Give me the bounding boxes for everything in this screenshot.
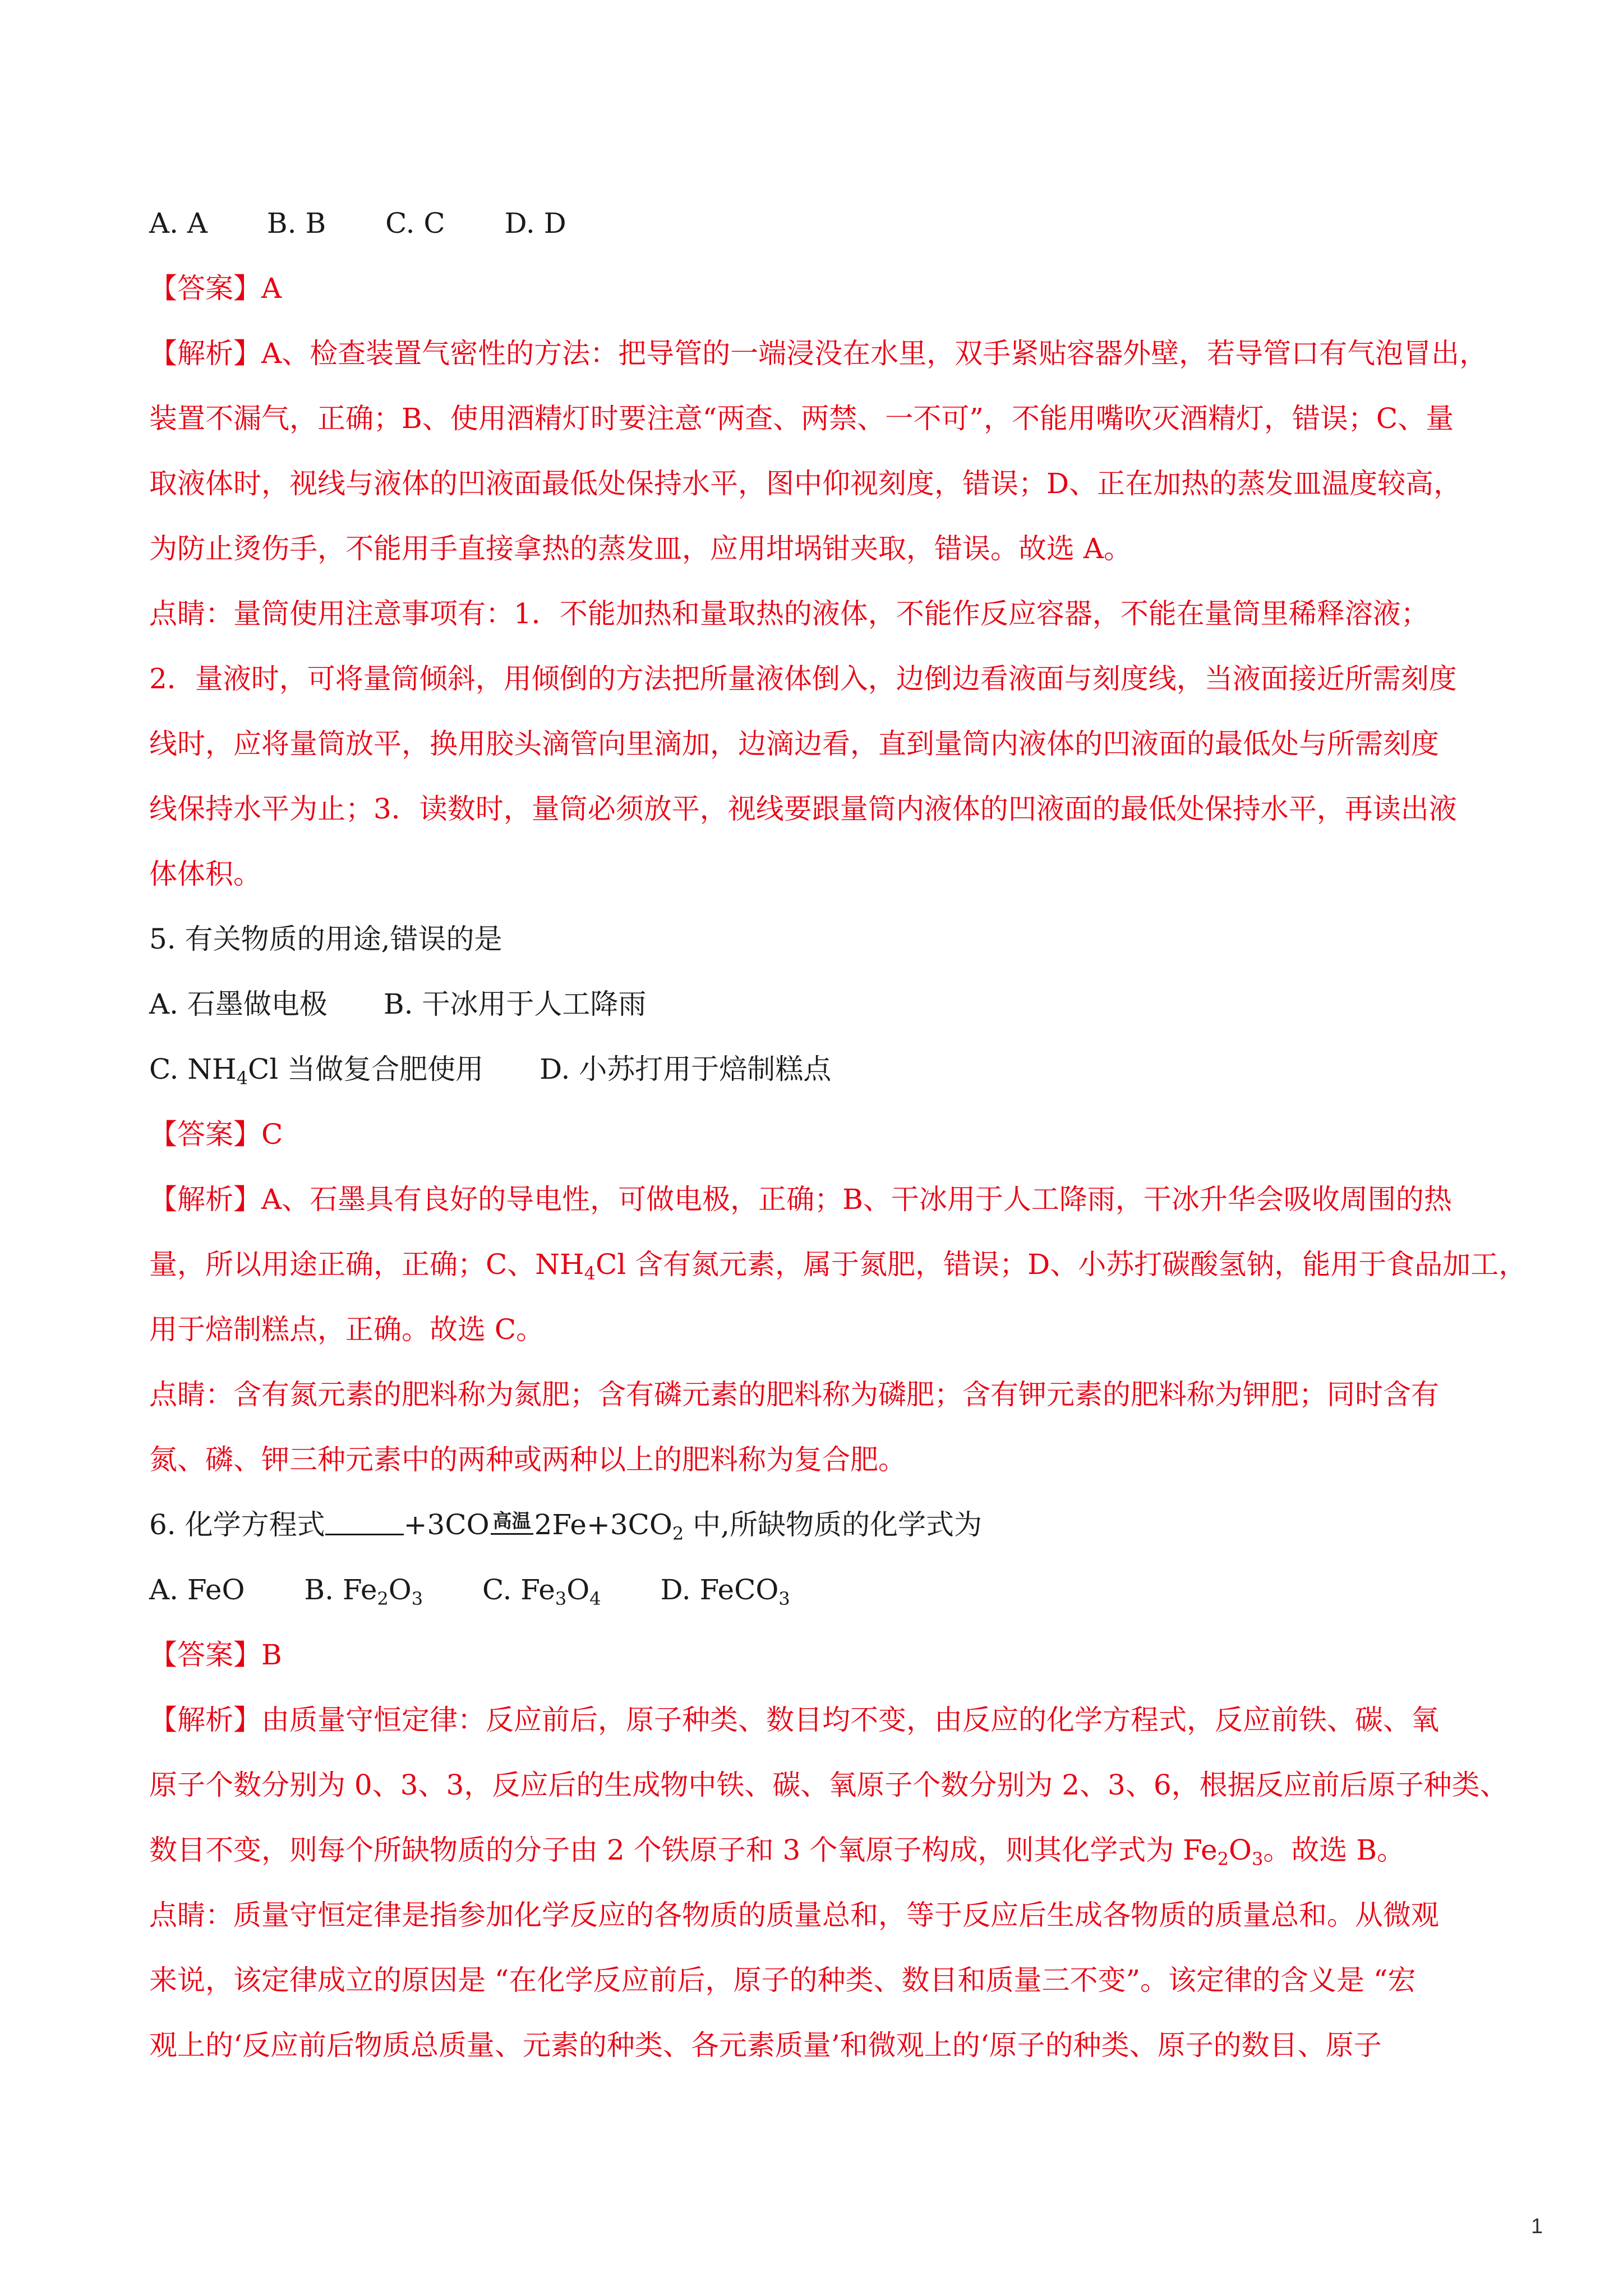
answer-value: A — [261, 272, 282, 305]
q6-option-d: D. FeCO$_3$ — [660, 1573, 790, 1609]
tip-line: 线保持水平为止；3．读数时，量筒必须放平，视线要跟量筒内液体的凹液面的最低处保持水平，再读出液 — [149, 793, 1457, 825]
q6-option-c: C. $Fe_3O_4$ — [482, 1573, 601, 1609]
q4-option-c: C. C — [385, 207, 445, 240]
q5-analysis — [149, 1167, 1527, 1362]
q4-answer — [149, 256, 1484, 321]
analysis-line: 装置不漏气，正确；B、使用酒精灯时要注意“两查、两禁、一不可”，不能用嘴吹灭酒精灯，错误；C、量 — [149, 402, 1454, 435]
tip-line: 体体积。 — [149, 858, 261, 890]
q5-option-a: A. 石墨做电极 — [149, 988, 328, 1020]
analysis-line: A、石墨具有良好的导电性，可做电极，正确；B、干冰用于人工降雨，干冰升华会吸收周围的热 — [261, 1183, 1452, 1216]
reaction-condition: 高温 — [491, 1512, 533, 1535]
answer-tag: 【答案】 — [149, 1639, 261, 1671]
q4-options — [149, 191, 1484, 256]
q5-tip — [149, 1362, 1484, 1492]
q5-option-b: B. 干冰用于人工降雨 — [383, 988, 647, 1020]
analysis-line: 取液体时，视线与液体的凹液面最低处保持水平，图中仰视刻度，错误；D、正在加热的蒸发皿温度较高， — [149, 467, 1462, 500]
q6-answer — [149, 1622, 1484, 1687]
analysis-tag: 【解析】 — [149, 1183, 261, 1216]
tip-line: 点睛：含有氮元素的肥料称为氮肥；含有磷元素的肥料称为磷肥；含有钾元素的肥料称为钾肥；同时含有 — [149, 1378, 1439, 1411]
q4-option-b: B. B — [266, 207, 326, 240]
tip-line: 2．量液时，可将量筒倾斜，用倾倒的方法把所量液体倒入，边倒边看液面与刻度线，当液面接近所需刻度 — [149, 662, 1457, 695]
q6-tip — [149, 1883, 1484, 2078]
q5-answer — [149, 1102, 1484, 1167]
analysis-line: 由质量守恒定律：反应前后，原子种类、数目均不变，由反应的化学方程式，反应前铁、碳、氧 — [261, 1704, 1439, 1736]
answer-value: B — [261, 1639, 282, 1671]
tip-line: 点睛：量筒使用注意事项有：1．不能加热和量取热的液体，不能作反应容器，不能在量筒里稀释溶液； — [149, 597, 1429, 630]
q5-options-row2 — [149, 1037, 1484, 1102]
answer-tag: 【答案】 — [149, 272, 261, 305]
answer-value: C — [261, 1118, 283, 1151]
analysis-line: 量，所以用途正确，正确；C、$NH_4Cl$ 含有氮元素，属于氮肥，错误；D、小苏打碳酸氢钠，能用于食品加工， — [149, 1248, 1527, 1284]
page-content — [149, 191, 1527, 2078]
tip-line: 来说，该定律成立的原因是 “在化学反应前后，原子的种类、数目和质量三不变”。该定律的含义是 “宏 — [149, 1964, 1416, 1996]
analysis-tag: 【解析】 — [149, 337, 261, 370]
q6-option-b: B. $Fe_2O_3$ — [304, 1573, 423, 1609]
q5-option-c: C. $NH_4Cl$ 当做复合肥使用 — [149, 1053, 484, 1089]
page-number: 1 — [1531, 2215, 1543, 2238]
tip-line: 线时，应将量筒放平，换用胶头滴管向里滴加，边滴边看，直到量筒内液体的凹液面的最低处与所需刻度 — [149, 728, 1439, 760]
analysis-line: 用于焙制糕点，正确。故选 C。 — [149, 1313, 545, 1346]
tip-line: 点睛：质量守恒定律是指参加化学反应的各物质的质量总和，等于反应后生成各物质的质量总和。从微观 — [149, 1899, 1439, 1931]
q6-option-a: A. FeO — [149, 1573, 245, 1606]
q6-options — [149, 1557, 1484, 1622]
q5-option-d: D. 小苏打用于焙制糕点 — [540, 1053, 832, 1085]
q5-question: 5. 有关物质的用途,错误的是 — [149, 923, 502, 955]
q4-option-a: A. A — [149, 207, 208, 240]
q4-option-d: D. D — [504, 207, 566, 240]
q4-tip — [149, 581, 1484, 907]
tip-line: 观上的‘反应前后物质总质量、元素的种类、各元素质量’和微观上的‘原子的种类、原子的数目、原子 — [149, 2029, 1382, 2062]
analysis-line: 数目不变，则每个所缺物质的分子由 2 个铁原子和 3 个氧原子构成，则其化学式为 $Fe_2O_3$。故选 B。 — [149, 1834, 1405, 1870]
answer-tag: 【答案】 — [149, 1118, 261, 1151]
analysis-line: 为防止烫伤手，不能用手直接拿热的蒸发皿，应用坩埚钳夹取，错误。故选 A。 — [149, 532, 1132, 565]
analysis-line: A、检查装置气密性的方法：把导管的一端浸没在水里，双手紧贴容器外壁，若导管口有气泡冒出， — [261, 337, 1488, 370]
q4-analysis — [149, 321, 1488, 581]
q6-question: 6. 化学方程式 +3CO 高温 $2Fe+3CO_2$ 中,所缺物质的化学式为 — [149, 1508, 983, 1544]
q5-options-row1 — [149, 972, 1484, 1037]
analysis-line: 原子个数分别为 0、3、3，反应后的生成物中铁、碳、氧原子个数分别为 2、3、6，根据反应前后原子种类、 — [149, 1769, 1508, 1801]
tip-line: 氮、磷、钾三种元素中的两种或两种以上的肥料称为复合肥。 — [149, 1443, 906, 1476]
analysis-tag: 【解析】 — [149, 1704, 261, 1736]
answer-blank — [325, 1511, 404, 1535]
q6-analysis — [149, 1687, 1508, 1883]
